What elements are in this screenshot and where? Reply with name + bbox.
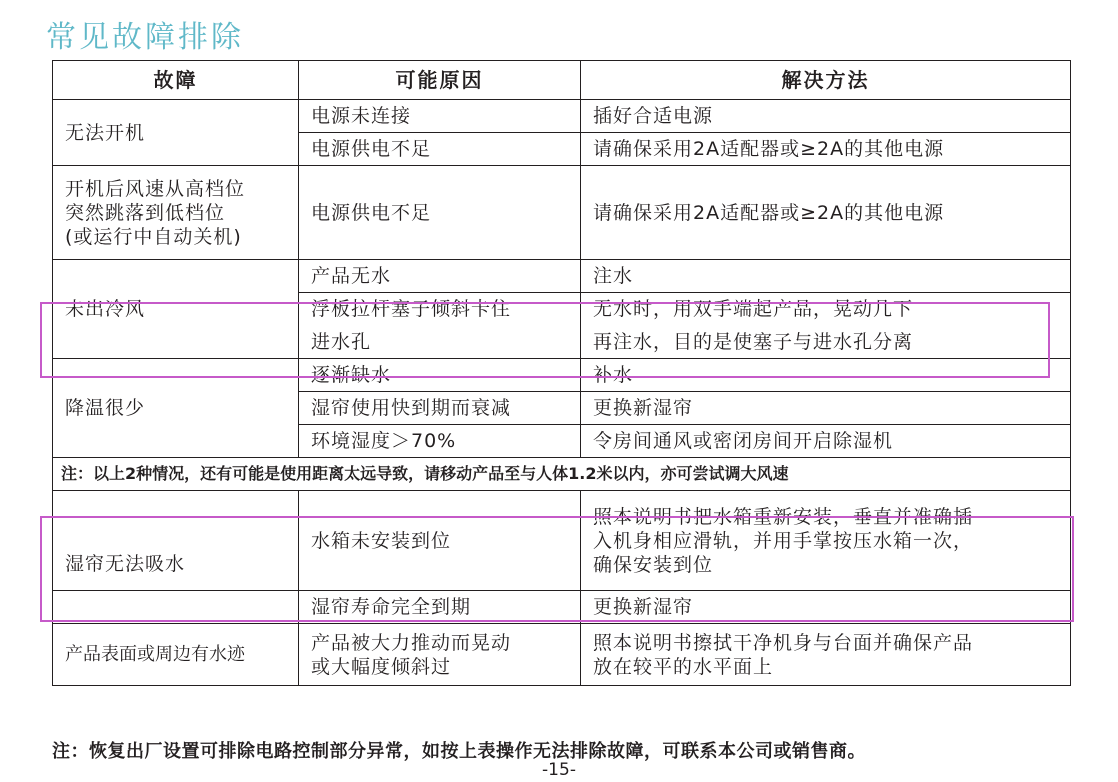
cause-cell: 产品无水 — [299, 260, 581, 293]
cause-cell: 浮板拉杆塞子倾斜卡住 — [299, 293, 581, 326]
cause-cell: 进水孔 — [299, 326, 581, 359]
table-row — [53, 100, 1071, 133]
solution-cell: 更换新湿帘 — [581, 392, 1071, 425]
solution-line: 照本说明书把水箱重新安装，垂直并准确插 — [593, 505, 974, 528]
table-row — [53, 591, 1071, 624]
page-number: -15- — [542, 760, 576, 780]
troubleshooting-table — [52, 60, 1071, 686]
table-row — [53, 166, 1071, 260]
fault-cell: 产品表面或周边有水迹 — [53, 624, 299, 686]
table-header-row — [53, 61, 1071, 100]
cause-cell: 水箱未安装到位 — [299, 491, 581, 591]
solution-line: 放在较平的水平面上 — [593, 655, 774, 678]
table-row — [53, 359, 1071, 392]
fault-cell — [53, 591, 299, 624]
solution-line: 入机身相应滑轨，并用手掌按压水箱一次， — [593, 529, 974, 552]
solution-cell: 补水 — [581, 359, 1071, 392]
cause-line: 或大幅度倾斜过 — [311, 655, 452, 678]
fault-line: 突然跳落到低档位 — [65, 201, 226, 224]
note-row — [53, 458, 1071, 491]
solution-cell: 令房间通风或密闭房间开启除湿机 — [581, 425, 1071, 458]
header-solution: 解决方法 — [581, 61, 1071, 100]
cause-cell: 逐渐缺水 — [299, 359, 581, 392]
cause-line: 产品被大力推动而晃动 — [311, 631, 512, 654]
fault-line: (或运行中自动关机) — [65, 225, 242, 248]
cause-cell: 电源供电不足 — [299, 166, 581, 260]
fault-cell — [53, 326, 299, 359]
solution-cell: 请确保采用2A适配器或≥2A的其他电源 — [581, 166, 1071, 260]
solution-cell: 请确保采用2A适配器或≥2A的其他电源 — [581, 133, 1071, 166]
table-row — [53, 293, 1071, 326]
cause-cell: 环境湿度＞70% — [299, 425, 581, 458]
solution-line: 确保安装到位 — [593, 553, 714, 576]
table-row — [53, 491, 1071, 591]
note-cell: 注：以上2种情况，还有可能是使用距离太远导致，请移动产品至与人体1.2米以内，亦可尝试调大风速 — [53, 458, 1071, 491]
header-fault: 故障 — [53, 61, 299, 100]
solution-cell — [581, 624, 1071, 686]
fault-cell: 降温很少 — [53, 359, 299, 458]
table-row — [53, 326, 1071, 359]
fault-cell — [53, 260, 299, 293]
fault-cell: 湿帘无法吸水 — [53, 491, 299, 591]
cause-cell: 电源未连接 — [299, 100, 581, 133]
solution-cell: 插好合适电源 — [581, 100, 1071, 133]
cause-cell — [299, 624, 581, 686]
cause-cell: 电源供电不足 — [299, 133, 581, 166]
cause-cell: 湿帘使用快到期而衰减 — [299, 392, 581, 425]
fault-cell: 无法开机 — [53, 100, 299, 166]
footnote: 注：恢复出厂设置可排除电路控制部分异常，如按上表操作无法排除故障，可联系本公司或销售商。 — [52, 741, 866, 762]
header-cause: 可能原因 — [299, 61, 581, 100]
solution-cell: 更换新湿帘 — [581, 591, 1071, 624]
solution-cell: 再注水，目的是使塞子与进水孔分离 — [581, 326, 1071, 359]
fault-cell: 未出冷风 — [53, 293, 299, 326]
solution-cell: 无水时，用双手端起产品，晃动几下 — [581, 293, 1071, 326]
fault-line: 开机后风速从高档位 — [65, 177, 246, 200]
page-title: 常见故障排除 — [46, 20, 244, 55]
table-row — [53, 260, 1071, 293]
solution-line: 照本说明书擦拭干净机身与台面并确保产品 — [593, 631, 974, 654]
cause-cell: 湿帘寿命完全到期 — [299, 591, 581, 624]
solution-cell: 注水 — [581, 260, 1071, 293]
table-row — [53, 624, 1071, 686]
solution-cell — [581, 491, 1071, 591]
fault-cell — [53, 166, 299, 260]
